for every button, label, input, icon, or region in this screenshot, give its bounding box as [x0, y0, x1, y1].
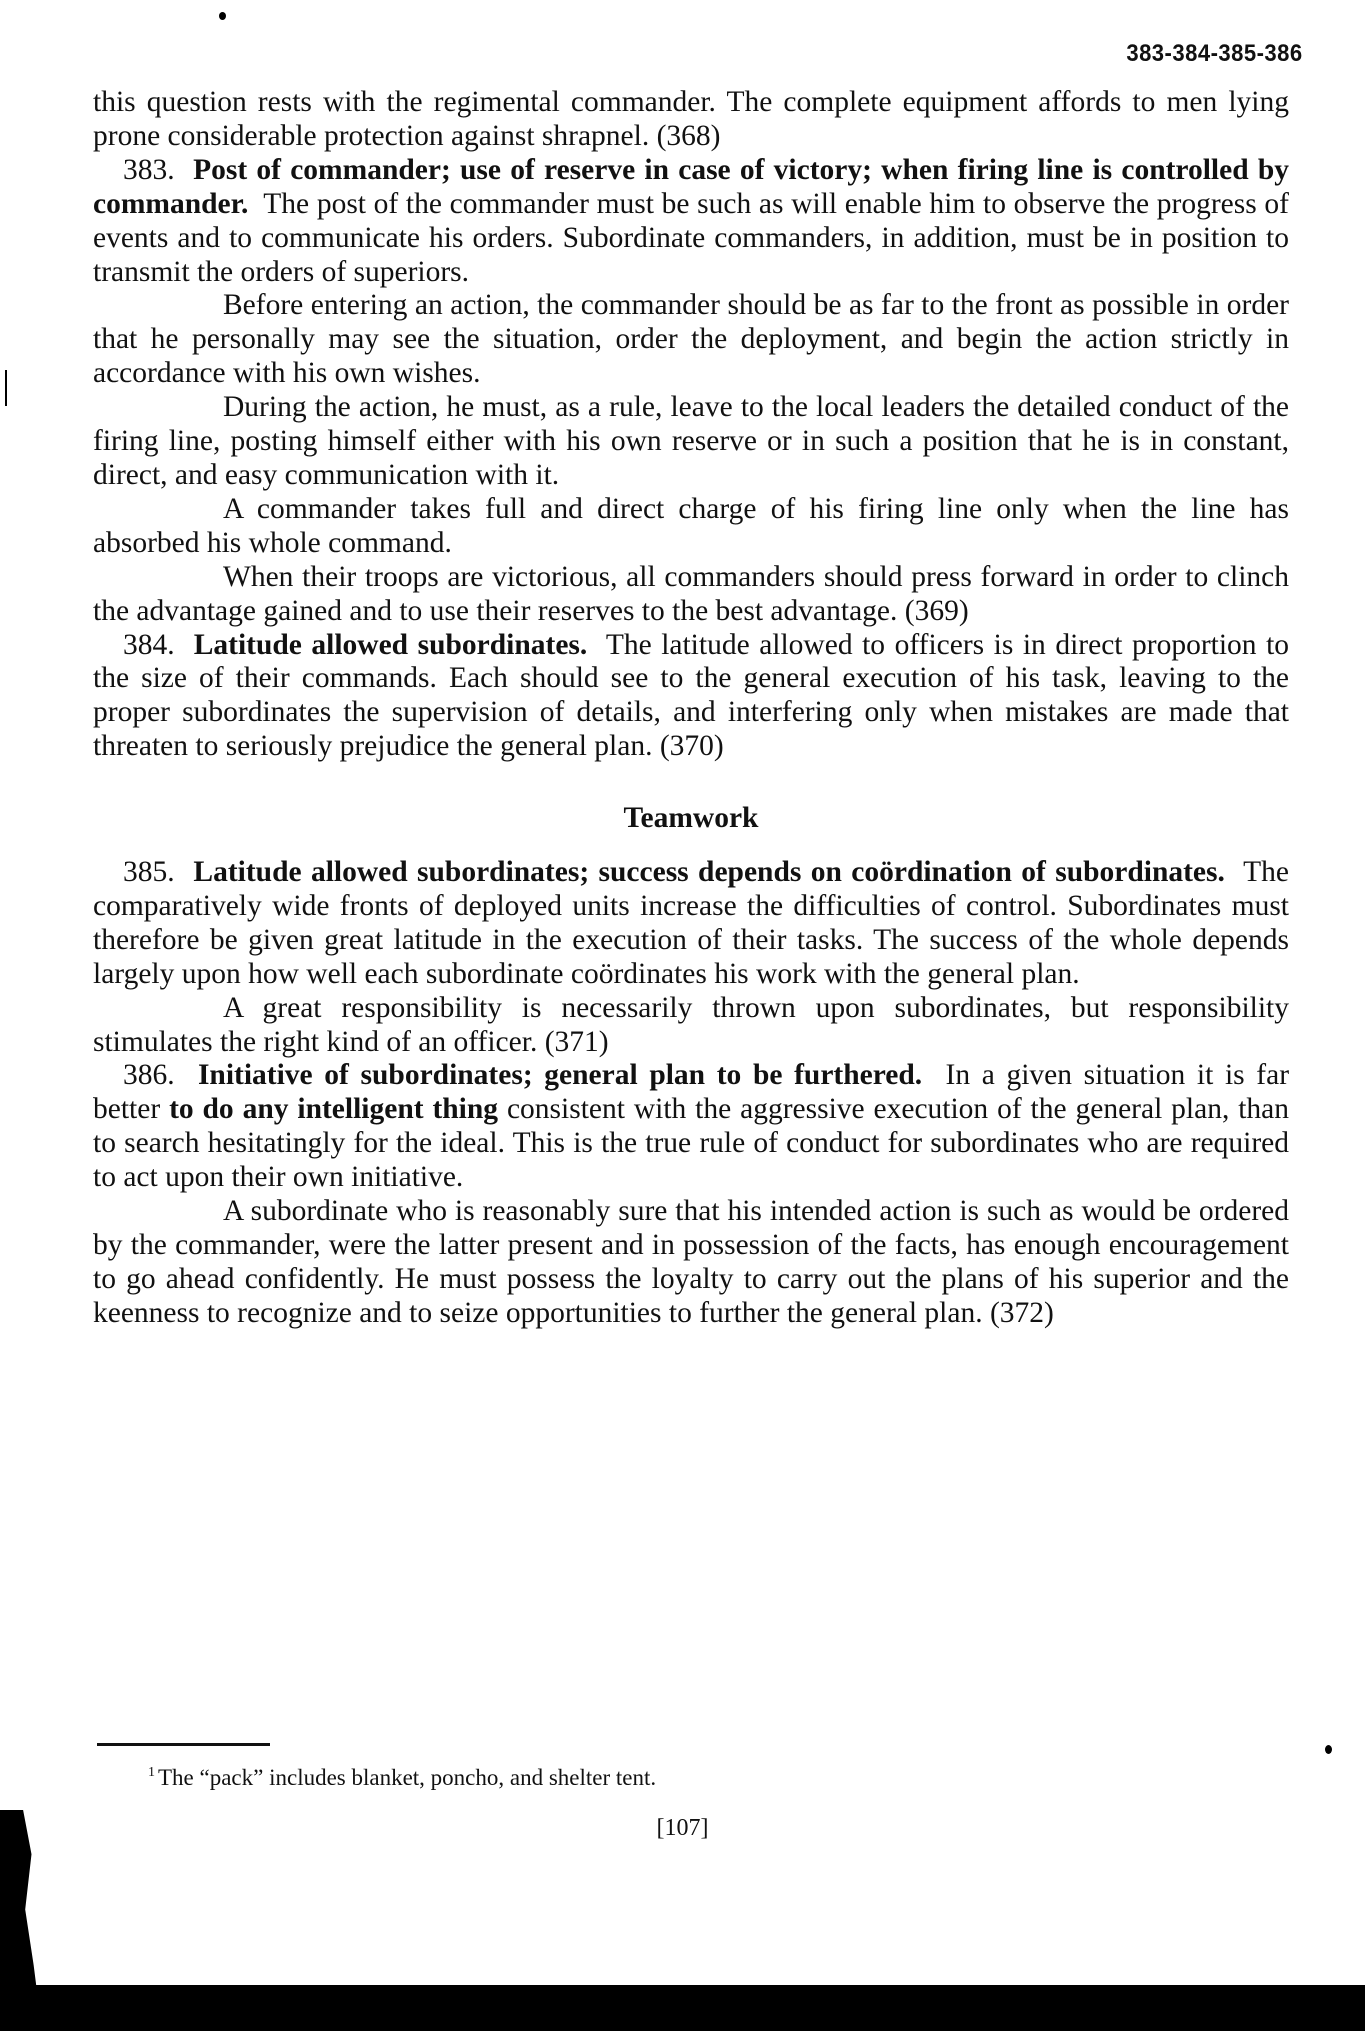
paragraph: When their troops are victorious, all commanders should press forward in order to clinch the advantage gained and to use their reserves to the best advantage. (369): [93, 560, 1289, 627]
scan-shadow-bottom: [0, 1985, 1365, 2031]
section-title: Post of commander; use of reserve in case of victory; when firing line is controlled by commander.: [93, 153, 1290, 220]
page-number: [107]: [656, 1815, 709, 1841]
section-text: The post of the commander must be such as will enable him to observe the progress of events and to communicate his orders. Subordinate commanders, in addition, must be in position to transmit the orders of superiors.: [93, 187, 1289, 288]
footnote-text: The “pack” includes blanket, poncho, and shelter tent.: [158, 1765, 657, 1790]
section-text: The latitude allowed to officers is in direct proportion to the size of their commands. Each should see to the general execution of his task, leaving to the proper subordinates the supervision of details, and interfering only when mistakes are made that threaten to seriously prejudice the general plan. (370): [93, 628, 1290, 763]
footnote: [148, 1765, 656, 1791]
section-text: In a given situation it is far better: [93, 1059, 1290, 1126]
section-386: [93, 1059, 1289, 1195]
paragraph-continuation: this question rests with the regimental commander. The complete equipment affords to men lying prone considerable protection against shrapnel. (368): [93, 86, 1289, 152]
paragraph: Before entering an action, the commander should be as far to the front as possible in order that he personally may see the situation, order the deployment, and begin the action strictly in accordance with his own wishes.: [93, 289, 1289, 390]
paragraph: A subordinate who is reasonably sure that his intended action is such as would be ordered by the commander, were the latter present and in possession of the facts, has enough encouragement to go ahead confidently. He must possess the loyalty to carry out the plans of his superior and the keenness to recognize and to seize opportunities to further the general plan. (372): [93, 1195, 1289, 1329]
section-number: 386.: [123, 1059, 175, 1092]
section-number: 383.: [123, 153, 175, 186]
section-text: consistent with the aggressive execution of the general plan, than to search hesitatingly for the ideal. This is the true rule of conduct for subordinates who are required to act upon their own initiative.: [93, 1093, 1290, 1194]
section-number: 385.: [123, 856, 175, 889]
body-text: [93, 86, 1289, 1331]
paragraph: A commander takes full and direct charge of his firing line only when the line has absorbed his whole command.: [93, 492, 1289, 559]
section-385: [93, 856, 1289, 992]
section-title: Latitude allowed subordinates; success depends on coördination of subordinates.: [193, 856, 1225, 889]
section-text: The comparatively wide fronts of deployed units increase the difficulties of control. Subordinates must therefore be given great latitude in the execution of their tasks. The success of the whole depends largely upon how well each subordinate coördinates his work with the general plan.: [93, 856, 1289, 990]
paragraph: A great responsibility is necessarily thrown upon subordinates, but responsibility stimulates the right kind of an officer. (371): [93, 991, 1289, 1058]
scan-speck: [1325, 1745, 1332, 1754]
footnote-rule: [97, 1743, 270, 1746]
scan-speck: [219, 12, 226, 20]
section-383: [93, 154, 1289, 290]
scan-speck: [5, 370, 7, 406]
section-384: [93, 629, 1289, 765]
running-head: 383-384-385-386: [1126, 40, 1303, 67]
section-title: Latitude allowed subordinates.: [193, 628, 588, 661]
emphasis-text: to do any intelligent thing: [169, 1093, 499, 1126]
section-heading-teamwork: Teamwork: [623, 802, 759, 835]
footnote-marker: 1: [148, 1765, 155, 1781]
section-number: 384.: [123, 628, 175, 661]
section-title: Initiative of subordinates; general plan to be furthered.: [197, 1059, 923, 1092]
paragraph: During the action, he must, as a rule, leave to the local leaders the detailed conduct of the firing line, posting himself either with his own reserve or in such a position that he is in constant, direct, and easy communication with it.: [93, 391, 1289, 491]
